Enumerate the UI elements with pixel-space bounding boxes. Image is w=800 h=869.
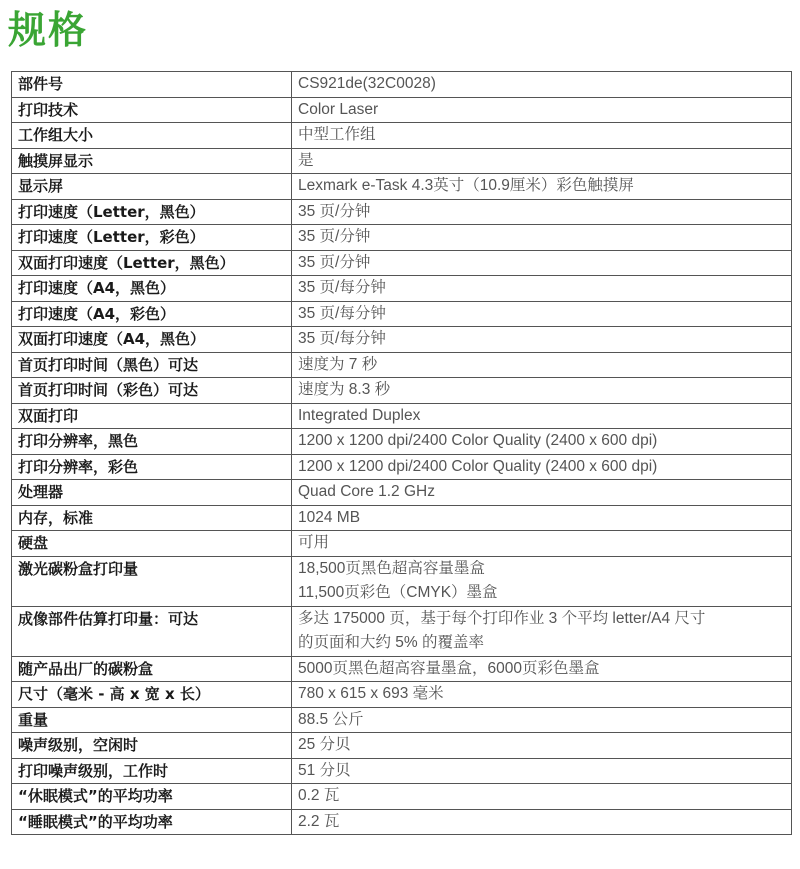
spec-value-line: 35 页/每分钟: [298, 330, 386, 347]
table-row: [12, 225, 792, 251]
spec-value-line: Color Laser: [298, 100, 379, 118]
spec-label: 工作组大小: [12, 123, 292, 149]
spec-value: [292, 327, 792, 353]
page-title: 规格: [8, 8, 89, 52]
spec-label: 打印速度（A4，黑色）: [12, 276, 292, 302]
table-row: [12, 656, 792, 682]
table-row: [12, 72, 792, 98]
spec-label: 部件号: [12, 72, 292, 98]
spec-label: 处理器: [12, 480, 292, 506]
table-row: [12, 276, 792, 302]
spec-value: [292, 429, 792, 455]
spec-label: 激光碳粉盒打印量: [12, 556, 292, 606]
spec-label: 重量: [12, 707, 292, 733]
spec-value-line: 速度为 7 秒: [298, 355, 378, 373]
spec-label: 硬盘: [12, 531, 292, 557]
spec-value: [292, 733, 792, 759]
table-row: [12, 758, 792, 784]
spec-value: [292, 480, 792, 506]
table-row: [12, 733, 792, 759]
spec-label: 尺寸（毫米 - 高 x 宽 x 长）: [12, 682, 292, 708]
spec-value: [292, 531, 792, 557]
spec-label: 内存，标准: [12, 505, 292, 531]
spec-value: [292, 556, 792, 606]
spec-value-line: 25 分贝: [298, 736, 351, 753]
table-row: [12, 784, 792, 810]
spec-value-line: 是: [298, 151, 314, 169]
spec-table-body: [12, 72, 792, 835]
table-row: [12, 454, 792, 480]
spec-value-line: CS921de(32C0028): [298, 75, 436, 92]
table-row: [12, 148, 792, 174]
spec-value-line: 1024 MB: [298, 508, 361, 526]
spec-value: [292, 682, 792, 708]
spec-value: [292, 301, 792, 327]
table-row: [12, 301, 792, 327]
spec-label: 打印噪声级别，工作时: [12, 758, 292, 784]
spec-label: 打印分辨率，彩色: [12, 454, 292, 480]
spec-value-line: 多达 175000 页，基于每个打印作业 3 个平均 letter/A4 尺寸: [298, 609, 706, 627]
table-row: [12, 250, 792, 276]
spec-value-line: 速度为 8.3 秒: [298, 381, 391, 398]
spec-label: 打印技术: [12, 97, 292, 123]
table-row: [12, 123, 792, 149]
spec-label: 打印分辨率，黑色: [12, 429, 292, 455]
spec-value: [292, 352, 792, 378]
spec-label: 噪声级别，空闲时: [12, 733, 292, 759]
spec-label: 首页打印时间（彩色）可达: [12, 378, 292, 404]
spec-value-line: 35 页/分钟: [298, 228, 371, 245]
table-row: [12, 352, 792, 378]
spec-value-line: 5000页黑色超高容量墨盒，6000页彩色墨盒: [298, 659, 600, 677]
spec-value: [292, 707, 792, 733]
spec-value: [292, 72, 792, 98]
table-row: [12, 682, 792, 708]
spec-value: [292, 123, 792, 149]
table-row: [12, 429, 792, 455]
spec-value-line: 2.2 瓦: [298, 812, 340, 830]
table-row: [12, 378, 792, 404]
table-row: [12, 174, 792, 200]
spec-label: “睡眠模式”的平均功率: [12, 809, 292, 835]
spec-value: [292, 809, 792, 835]
spec-value: [292, 199, 792, 225]
table-row: [12, 809, 792, 835]
table-row: [12, 97, 792, 123]
spec-value: [292, 454, 792, 480]
table-row: [12, 480, 792, 506]
table-row: [12, 199, 792, 225]
spec-value: [292, 656, 792, 682]
spec-label: 成像部件估算打印量：可达: [12, 606, 292, 656]
spec-value: [292, 97, 792, 123]
spec-value-line: 0.2 瓦: [298, 787, 340, 804]
spec-value-line: Integrated Duplex: [298, 406, 421, 424]
spec-label: 双面打印速度（Letter，黑色）: [12, 250, 292, 276]
spec-value-line: 35 页/分钟: [298, 202, 371, 220]
table-row: [12, 707, 792, 733]
table-row: [12, 505, 792, 531]
spec-value-line: 1200 x 1200 dpi/2400 Color Quality (2400 x 600 dpi): [298, 457, 658, 475]
spec-value: [292, 276, 792, 302]
spec-value-line: 88.5 公斤: [298, 710, 364, 728]
spec-label: 打印速度（Letter，彩色）: [12, 225, 292, 251]
spec-value: [292, 606, 792, 656]
table-row: [12, 606, 792, 656]
spec-value: [292, 174, 792, 200]
spec-value-line: 18,500页黑色超高容量墨盒: [298, 559, 485, 577]
table-row: [12, 327, 792, 353]
spec-value: [292, 403, 792, 429]
spec-table: [11, 71, 792, 835]
spec-value-line: 的页面和大约 5% 的覆盖率: [298, 634, 485, 651]
spec-label: “休眠模式”的平均功率: [12, 784, 292, 810]
spec-value: [292, 148, 792, 174]
spec-value-line: 11,500页彩色（CMYK）墨盒: [298, 584, 498, 601]
spec-value: [292, 250, 792, 276]
spec-value-line: 35 页/每分钟: [298, 304, 386, 322]
spec-value-line: 35 页/分钟: [298, 253, 371, 271]
spec-label: 随产品出厂的碳粉盒: [12, 656, 292, 682]
spec-label: 首页打印时间（黑色）可达: [12, 352, 292, 378]
table-row: [12, 403, 792, 429]
spec-label: 打印速度（A4，彩色）: [12, 301, 292, 327]
spec-label: 双面打印: [12, 403, 292, 429]
table-row: [12, 531, 792, 557]
spec-value: [292, 758, 792, 784]
spec-value: [292, 378, 792, 404]
spec-label: 打印速度（Letter，黑色）: [12, 199, 292, 225]
spec-label: 双面打印速度（A4，黑色）: [12, 327, 292, 353]
table-row: [12, 556, 792, 606]
spec-value-line: 35 页/每分钟: [298, 279, 386, 296]
spec-value-line: Lexmark e-Task 4.3英寸（10.9厘米）彩色触摸屏: [298, 177, 634, 194]
spec-value-line: 51 分贝: [298, 761, 351, 779]
spec-value-line: 中型工作组: [298, 126, 376, 143]
spec-value-line: 1200 x 1200 dpi/2400 Color Quality (2400 x 600 dpi): [298, 432, 658, 449]
spec-label: 触摸屏显示: [12, 148, 292, 174]
spec-label: 显示屏: [12, 174, 292, 200]
spec-value-line: Quad Core 1.2 GHz: [298, 483, 435, 500]
spec-value-line: 可用: [298, 534, 330, 551]
spec-value-line: 780 x 615 x 693 毫米: [298, 685, 444, 702]
spec-value: [292, 505, 792, 531]
spec-value: [292, 784, 792, 810]
spec-value: [292, 225, 792, 251]
